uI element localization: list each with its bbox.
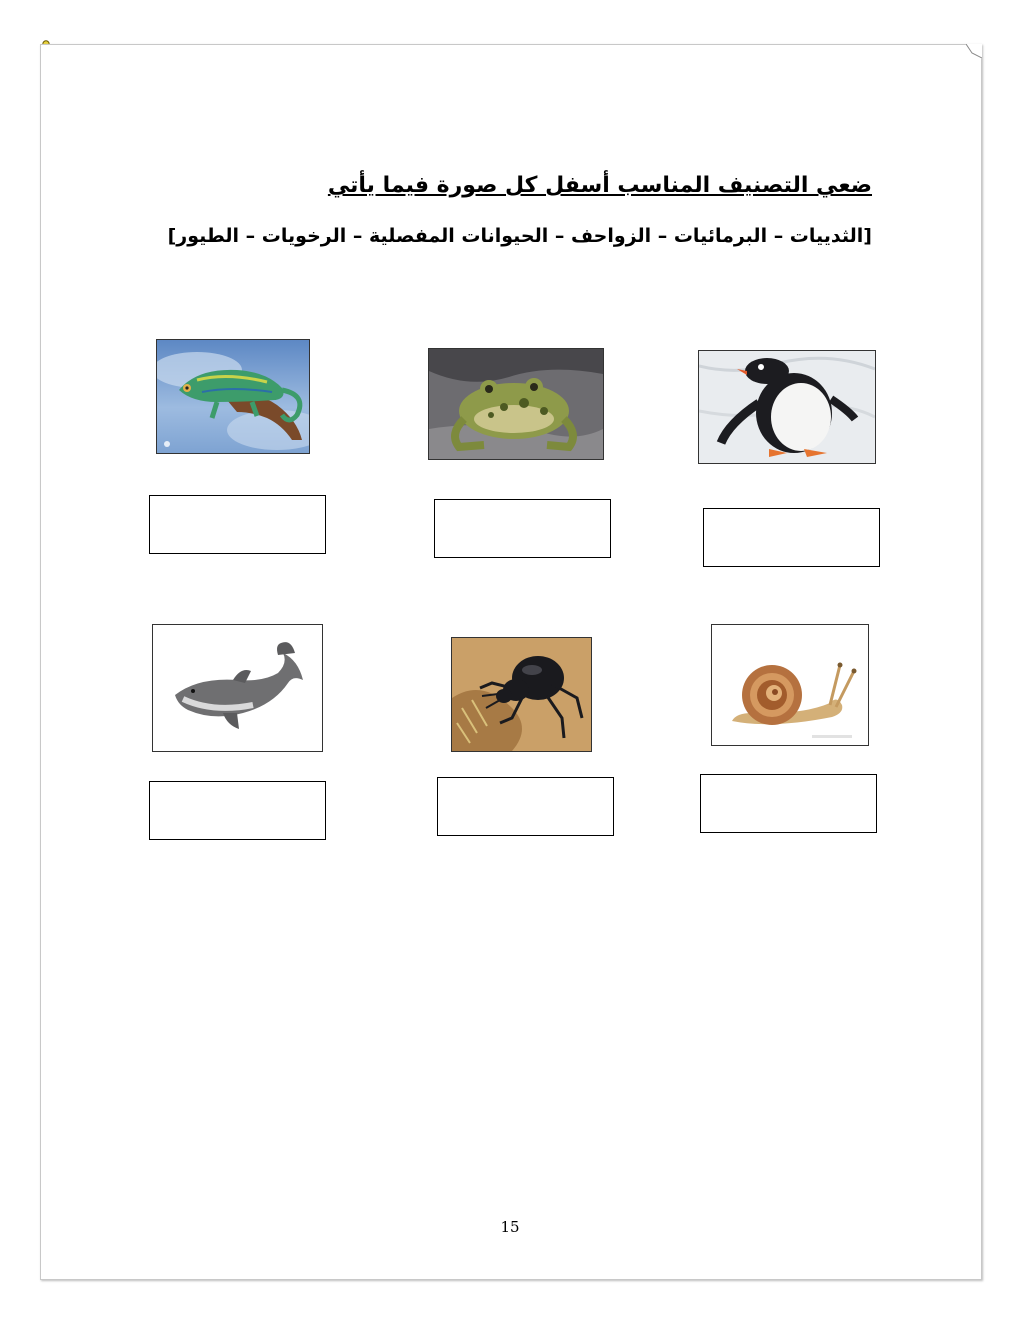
answer-box-frog[interactable] [434, 499, 611, 558]
page-number: 15 [500, 1218, 520, 1236]
answer-box-snail[interactable] [700, 774, 877, 833]
dolphin-icon [153, 625, 322, 751]
beetle-picture [451, 637, 592, 752]
snail-picture [711, 624, 869, 746]
answer-box-dolphin[interactable] [149, 781, 326, 840]
frog-icon [429, 349, 603, 459]
answer-box-beetle[interactable] [437, 777, 614, 836]
page-curl-icon [966, 44, 982, 58]
frog-picture [428, 348, 604, 460]
penguin-icon [699, 351, 875, 463]
chameleon-picture [156, 339, 310, 454]
snail-icon [712, 625, 868, 745]
penguin-picture [698, 350, 876, 464]
dolphin-picture [152, 624, 323, 752]
answer-box-chameleon[interactable] [149, 495, 326, 554]
chameleon-icon [157, 340, 309, 453]
category-options: [الثدييات – البرمائيات – الزواحف – الحيوانات المفصلية – الرخويات – الطيور] [167, 225, 872, 247]
answer-box-penguin[interactable] [703, 508, 880, 567]
beetle-icon [452, 638, 591, 751]
worksheet-title: ضعي التصنيف المناسب أسفل كل صورة فيما يأتي [327, 173, 872, 198]
